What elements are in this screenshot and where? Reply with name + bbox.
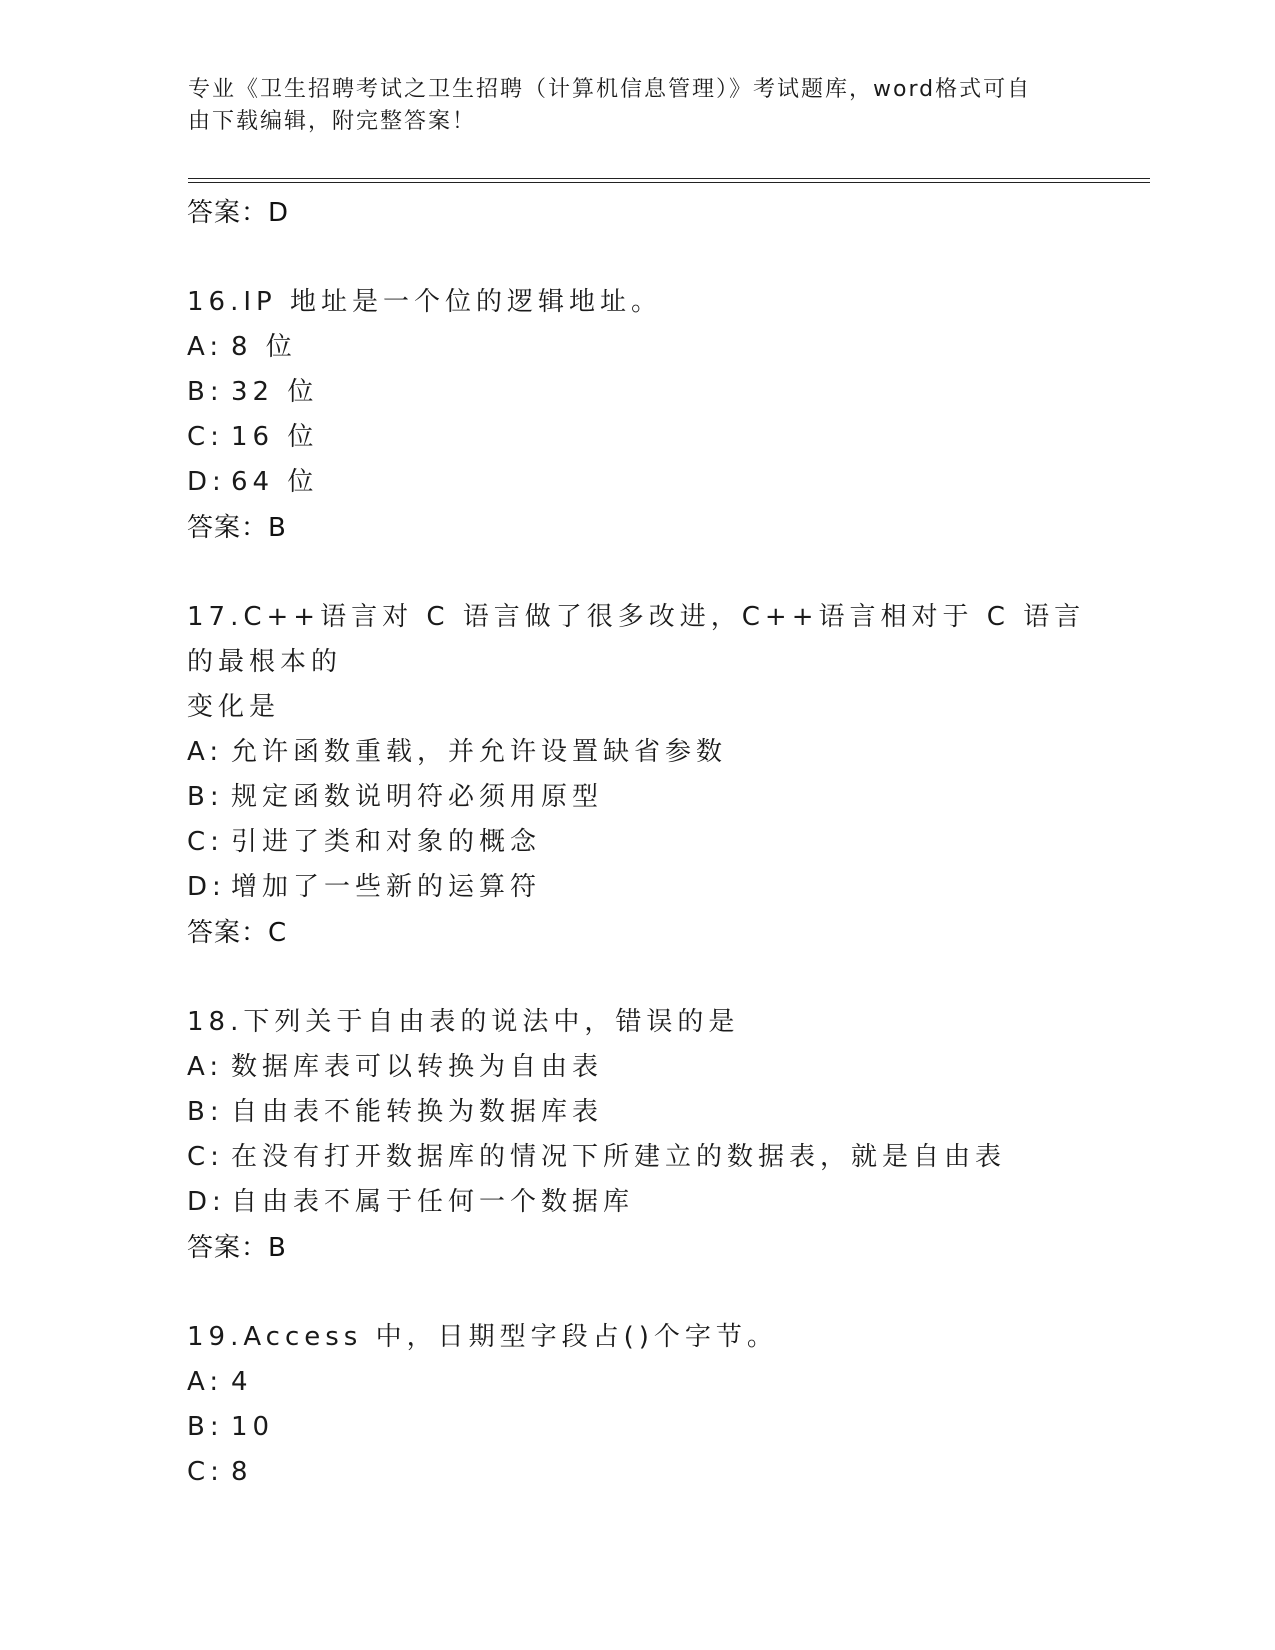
option-text: 数据库表可以转换为自由表 (231, 1052, 604, 1082)
question-19 (187, 1315, 1087, 1495)
option-letter: A: (187, 1052, 224, 1082)
option-c (187, 820, 1087, 865)
option-text: 16 位 (231, 422, 319, 452)
option-a (187, 325, 1087, 370)
option-a (187, 1360, 1087, 1405)
option-letter: C: (187, 827, 224, 857)
header-divider-thin (188, 178, 1150, 179)
option-b (187, 1090, 1087, 1135)
question-stem: 18.下列关于自由表的说法中，错误的是 (187, 1007, 740, 1037)
option-text: 引进了类和对象的概念 (231, 827, 542, 857)
option-a (187, 1045, 1087, 1090)
option-d (187, 1180, 1087, 1225)
option-letter: A: (187, 332, 224, 362)
header-divider-thick (188, 182, 1150, 183)
header-line-2: 由下载编辑，附完整答案！ (188, 109, 477, 134)
option-letter: B: (187, 1412, 224, 1442)
question-17 (187, 595, 1087, 956)
option-b (187, 370, 1087, 415)
answer-line: 答案：D (187, 198, 290, 228)
option-letter: A: (187, 1367, 224, 1397)
option-b (187, 775, 1087, 820)
option-text: 8 (231, 1457, 253, 1487)
option-letter: C: (187, 1457, 224, 1487)
option-letter: B: (187, 782, 224, 812)
option-text: 自由表不属于任何一个数据库 (231, 1187, 635, 1217)
question-16 (187, 280, 1087, 551)
option-text: 增加了一些新的运算符 (231, 872, 542, 902)
answer-line: 答案：B (187, 513, 287, 543)
answer-line: 答案：B (187, 1233, 287, 1263)
option-letter: C: (187, 1142, 224, 1172)
option-letter: D: (187, 467, 226, 497)
answer-line: 答案：C (187, 918, 288, 948)
document-header (188, 74, 1068, 138)
option-d (187, 865, 1087, 910)
option-letter: B: (187, 1097, 224, 1127)
option-c (187, 1450, 1087, 1495)
option-text: 允许函数重载，并允许设置缺省参数 (231, 737, 728, 767)
option-letter: B: (187, 377, 224, 407)
option-text: 在没有打开数据库的情况下所建立的数据表，就是自由表 (231, 1142, 1007, 1172)
option-c (187, 415, 1087, 460)
question-stem-continued: 变化是 (187, 692, 281, 722)
option-d (187, 460, 1087, 505)
question-18 (187, 1000, 1087, 1271)
question-stem: 19.Access 中，日期型字段占()个字节。 (187, 1322, 778, 1352)
header-line-1: 专业《卫生招聘考试之卫生招聘（计算机信息管理）》考试题库，word格式可自 (188, 77, 1032, 102)
option-text: 自由表不能转换为数据库表 (231, 1097, 604, 1127)
option-letter: C: (187, 422, 224, 452)
question-stem: 16.IP 地址是一个位的逻辑地址。 (187, 287, 662, 317)
option-text: 规定函数说明符必须用原型 (231, 782, 604, 812)
option-text: 32 位 (231, 377, 319, 407)
option-b (187, 1405, 1087, 1450)
option-text: 4 (231, 1367, 253, 1397)
option-text: 64 位 (231, 467, 319, 497)
option-text: 10 (231, 1412, 275, 1442)
option-c (187, 1135, 1087, 1180)
document-body (187, 190, 1087, 1495)
option-letter: A: (187, 737, 224, 767)
question-stem: 17.C++语言对 C 语言做了很多改进，C++语言相对于 C 语言的最根本的 (187, 602, 1086, 677)
option-letter: D: (187, 1187, 226, 1217)
option-a (187, 730, 1087, 775)
option-letter: D: (187, 872, 226, 902)
option-text: 8 位 (231, 332, 297, 362)
